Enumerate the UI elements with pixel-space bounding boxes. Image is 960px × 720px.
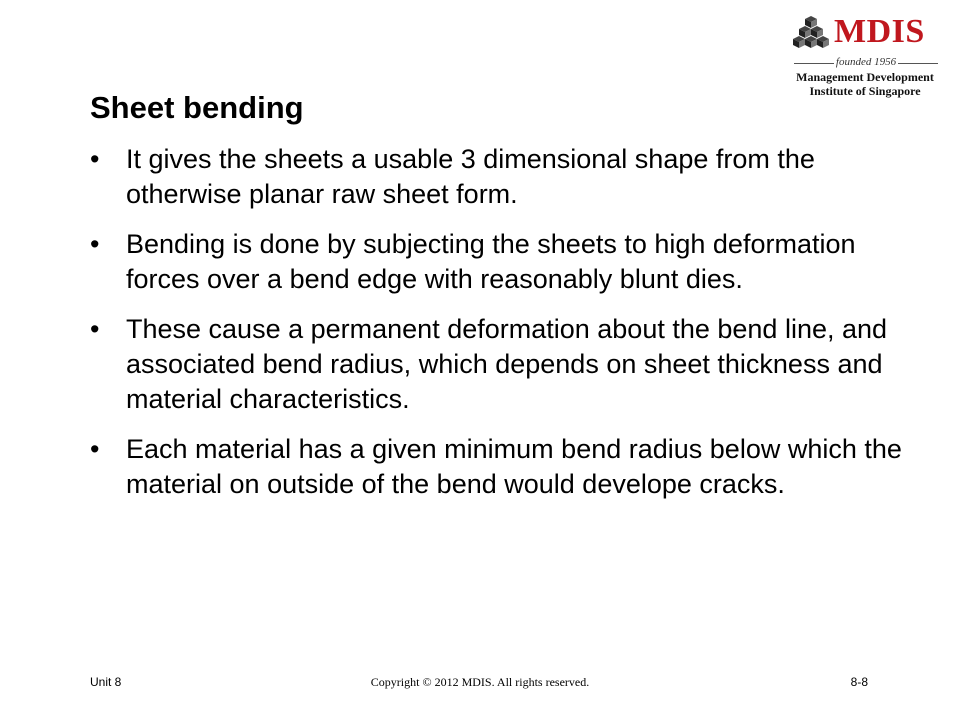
bullet-icon: •	[90, 434, 100, 464]
bullet-list	[90, 142, 910, 517]
bullet-icon: •	[90, 144, 100, 174]
logo-divider	[898, 63, 938, 64]
bullet-text: It gives the sheets a usable 3 dimensional shape from the otherwise planar raw sheet form.	[126, 144, 815, 209]
cube-pyramid-logo-icon	[790, 14, 832, 54]
footer-unit: Unit 8	[90, 675, 122, 689]
footer-page-number: 8-8	[850, 675, 868, 689]
bullet-item	[90, 227, 910, 297]
logo-divider	[794, 63, 834, 64]
bullet-text: Each material has a given minimum bend radius below which the material on outside of the bend would develope cracks.	[126, 434, 902, 499]
logo-subtitle-line2: Institute of Singapore	[809, 84, 921, 98]
logo-founded: founded 1956	[835, 56, 897, 68]
bullet-text: These cause a permanent deformation about the bend line, and associated bend radius, which depends on sheet thickness and material characteristics.	[126, 314, 888, 414]
bullet-item	[90, 432, 910, 502]
mdis-logo	[790, 12, 940, 96]
bullet-icon: •	[90, 229, 100, 259]
bullet-icon: •	[90, 314, 100, 344]
logo-name: MDIS	[834, 13, 925, 50]
footer-copyright: Copyright © 2012 MDIS. All rights reserved.	[370, 675, 590, 689]
bullet-text: Bending is done by subjecting the sheets to high deformation forces over a bend edge with reasonably blunt dies.	[126, 229, 856, 294]
logo-subtitle-line1: Management Development	[796, 70, 934, 84]
bullet-item	[90, 142, 910, 212]
bullet-item	[90, 312, 910, 417]
slide-title: Sheet bending	[90, 90, 304, 125]
